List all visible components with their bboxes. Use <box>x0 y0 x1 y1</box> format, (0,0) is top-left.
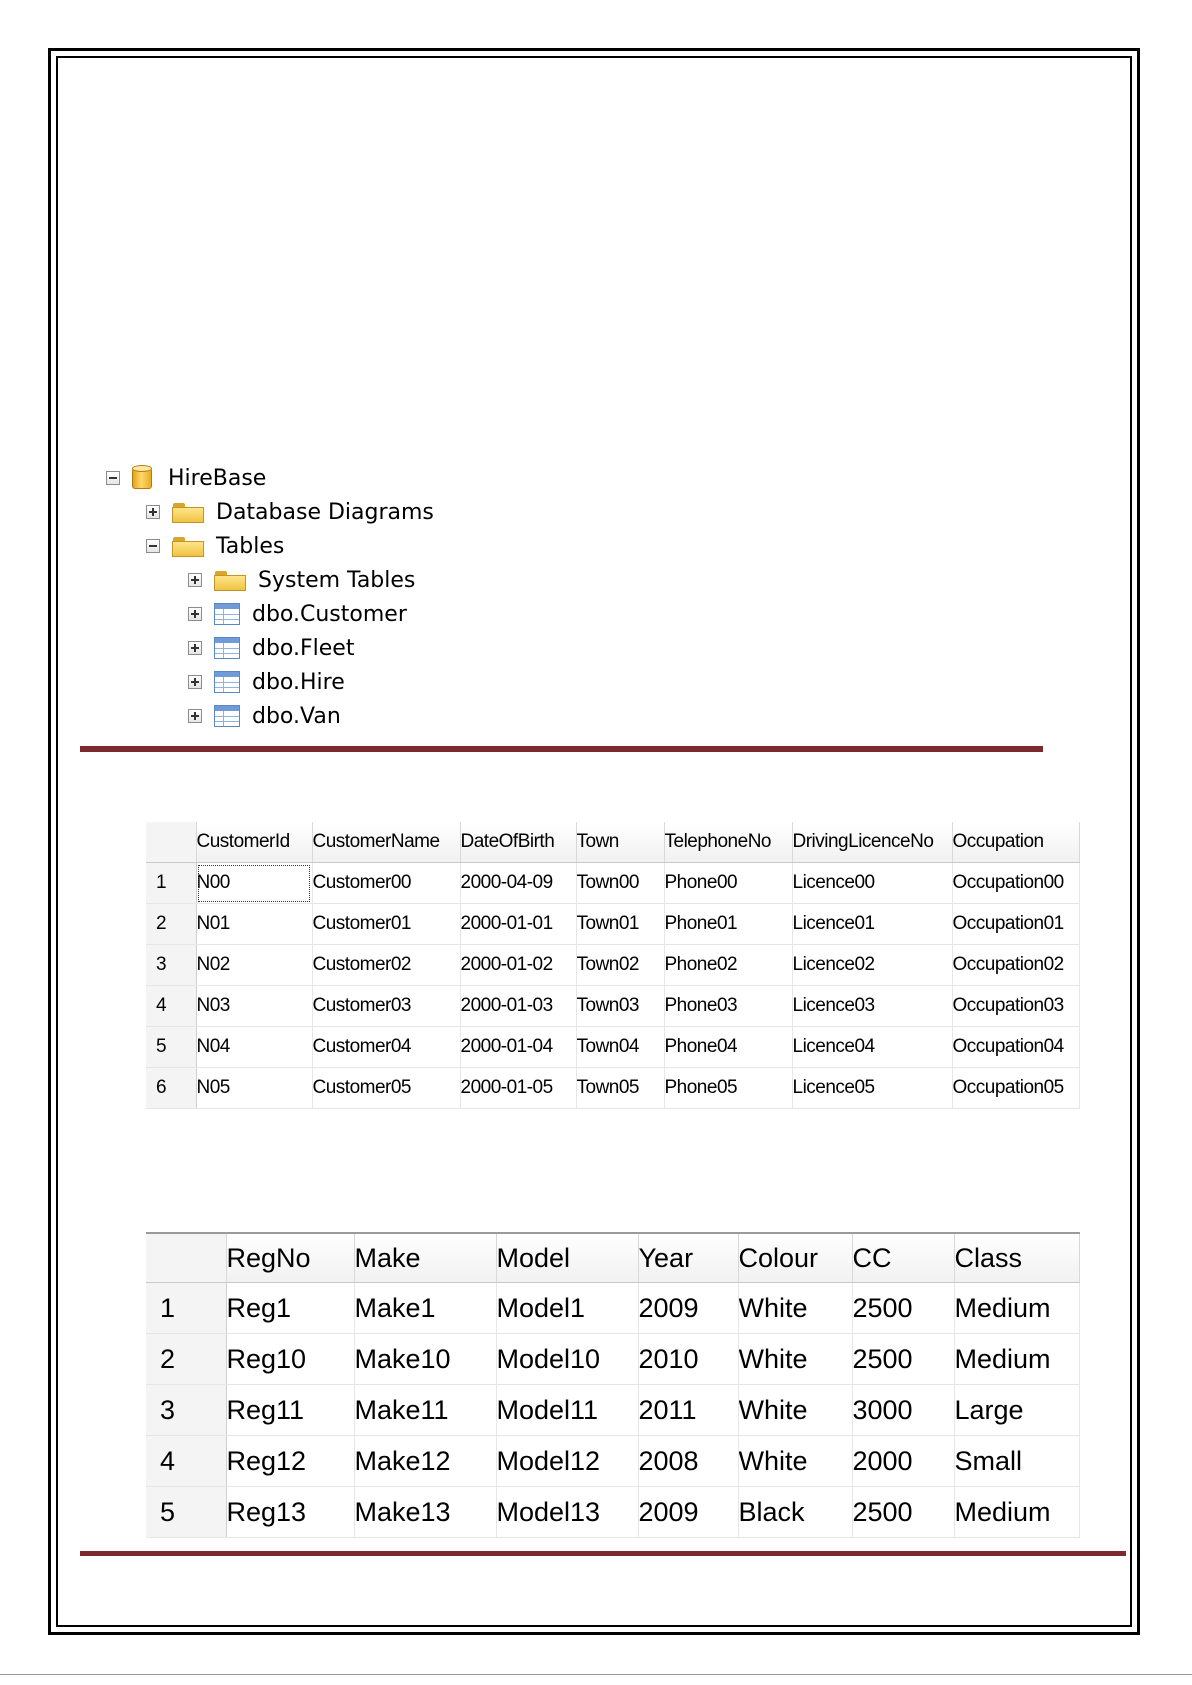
collapse-icon[interactable] <box>106 471 120 485</box>
grid-cell[interactable]: Licence00 <box>792 863 952 904</box>
grid-corner[interactable] <box>146 822 196 863</box>
grid-cell[interactable]: Occupation02 <box>952 945 1079 986</box>
row-number[interactable]: 3 <box>146 945 196 986</box>
column-header[interactable]: Colour <box>738 1233 852 1283</box>
row-number[interactable]: 5 <box>146 1027 196 1068</box>
grid-cell[interactable]: Customer04 <box>312 1027 460 1068</box>
grid-cell[interactable]: White <box>738 1385 852 1436</box>
folder-icon <box>214 569 246 591</box>
grid-cell[interactable]: Reg10 <box>226 1334 354 1385</box>
table-row[interactable] <box>146 1068 1079 1109</box>
grid-cell[interactable]: Town00 <box>576 863 664 904</box>
expand-icon[interactable] <box>188 709 202 723</box>
grid-cell[interactable]: Model1 <box>496 1283 638 1334</box>
row-number[interactable]: 5 <box>146 1487 226 1538</box>
grid-cell[interactable]: 2000-04-09 <box>460 863 576 904</box>
grid-cell[interactable]: Customer00 <box>312 863 460 904</box>
grid-cell[interactable]: Town05 <box>576 1068 664 1109</box>
row-number[interactable]: 2 <box>146 1334 226 1385</box>
row-number[interactable]: 6 <box>146 1068 196 1109</box>
grid-cell[interactable]: N03 <box>196 986 312 1027</box>
table-row[interactable] <box>146 863 1079 904</box>
table-icon <box>214 603 240 625</box>
grid-cell[interactable]: 2500 <box>852 1283 954 1334</box>
grid-cell[interactable]: Licence04 <box>792 1027 952 1068</box>
collapse-icon[interactable] <box>146 539 160 553</box>
grid-cell[interactable]: Make11 <box>354 1385 496 1436</box>
grid-cell[interactable]: Small <box>954 1436 1079 1487</box>
grid-cell[interactable]: 2009 <box>638 1487 738 1538</box>
column-header[interactable]: CC <box>852 1233 954 1283</box>
grid-cell[interactable]: 2000-01-05 <box>460 1068 576 1109</box>
customer-results-grid <box>146 822 1080 1109</box>
grid-cell[interactable]: Town04 <box>576 1027 664 1068</box>
grid-cell[interactable]: Reg11 <box>226 1385 354 1436</box>
tree-node-dbo-customer[interactable] <box>188 598 407 630</box>
column-header[interactable]: Class <box>954 1233 1079 1283</box>
tree-node-label: dbo.Van <box>252 703 341 729</box>
tree-node-label: dbo.Customer <box>252 601 407 627</box>
tree-node-database-diagrams[interactable] <box>146 496 434 528</box>
table-row[interactable] <box>146 1334 1079 1385</box>
column-header[interactable]: CustomerId <box>196 822 312 863</box>
grid-cell[interactable]: Large <box>954 1385 1079 1436</box>
grid-cell[interactable]: 2000-01-03 <box>460 986 576 1027</box>
grid-cell[interactable]: N02 <box>196 945 312 986</box>
row-number[interactable]: 1 <box>146 1283 226 1334</box>
divider-rule <box>80 1551 1126 1556</box>
tree-node-label: dbo.Fleet <box>252 635 355 661</box>
grid-cell[interactable]: 2000-01-01 <box>460 904 576 945</box>
column-header[interactable]: Town <box>576 822 664 863</box>
grid-cell[interactable]: Medium <box>954 1334 1079 1385</box>
row-number[interactable]: 1 <box>146 863 196 904</box>
column-header[interactable]: CustomerName <box>312 822 460 863</box>
grid-cell[interactable]: 2010 <box>638 1334 738 1385</box>
grid-header-row <box>146 822 1079 863</box>
grid-cell[interactable]: White <box>738 1283 852 1334</box>
tree-node-label: Database Diagrams <box>216 499 434 525</box>
grid-cell[interactable]: 2000-01-04 <box>460 1027 576 1068</box>
tree-node-dbo-fleet[interactable] <box>188 632 354 664</box>
grid-cell[interactable]: Licence02 <box>792 945 952 986</box>
grid-cell[interactable]: Phone02 <box>664 945 792 986</box>
row-number[interactable]: 4 <box>146 1436 226 1487</box>
grid-cell[interactable]: Occupation03 <box>952 986 1079 1027</box>
grid-cell[interactable]: Customer01 <box>312 904 460 945</box>
fleet-results-grid <box>146 1232 1080 1538</box>
grid-cell[interactable]: Occupation05 <box>952 1068 1079 1109</box>
tree-node-system-tables[interactable] <box>188 564 415 596</box>
column-header[interactable]: DateOfBirth <box>460 822 576 863</box>
grid-cell[interactable]: Reg13 <box>226 1487 354 1538</box>
grid-cell[interactable]: Phone04 <box>664 1027 792 1068</box>
grid-cell[interactable]: 3000 <box>852 1385 954 1436</box>
expand-icon[interactable] <box>188 641 202 655</box>
grid-cell[interactable]: Make10 <box>354 1334 496 1385</box>
grid-cell[interactable]: Licence05 <box>792 1068 952 1109</box>
grid-corner[interactable] <box>146 1233 226 1283</box>
folder-icon <box>172 535 204 557</box>
folder-icon <box>172 501 204 523</box>
expand-icon[interactable] <box>188 573 202 587</box>
grid-cell[interactable]: Make12 <box>354 1436 496 1487</box>
grid-cell[interactable]: Model12 <box>496 1436 638 1487</box>
tree-node-dbo-hire[interactable] <box>188 666 345 698</box>
database-icon <box>132 465 152 491</box>
grid-cell[interactable]: Town02 <box>576 945 664 986</box>
grid-cell[interactable]: White <box>738 1436 852 1487</box>
grid-cell[interactable]: Model11 <box>496 1385 638 1436</box>
table-icon <box>214 671 240 693</box>
grid-cell[interactable]: Occupation00 <box>952 863 1079 904</box>
grid-cell[interactable]: 2011 <box>638 1385 738 1436</box>
grid-cell[interactable]: N05 <box>196 1068 312 1109</box>
tree-node-label: HireBase <box>168 465 267 491</box>
table-icon <box>214 637 240 659</box>
table-row[interactable] <box>146 986 1079 1027</box>
grid-cell[interactable]: Customer03 <box>312 986 460 1027</box>
grid-cell[interactable]: 2000 <box>852 1436 954 1487</box>
grid-cell[interactable]: Medium <box>954 1283 1079 1334</box>
grid-cell[interactable]: Phone03 <box>664 986 792 1027</box>
column-header[interactable]: TelephoneNo <box>664 822 792 863</box>
grid-cell[interactable]: 2009 <box>638 1283 738 1334</box>
grid-cell[interactable]: Licence01 <box>792 904 952 945</box>
grid-cell[interactable]: Town01 <box>576 904 664 945</box>
page-bottom-edge <box>0 1674 1192 1675</box>
grid-cell[interactable]: Town03 <box>576 986 664 1027</box>
column-header[interactable]: Occupation <box>952 822 1079 863</box>
tree-node-dbo-van[interactable] <box>188 700 341 732</box>
expand-icon[interactable] <box>188 675 202 689</box>
grid-cell[interactable]: Phone01 <box>664 904 792 945</box>
table-icon <box>214 705 240 727</box>
row-number[interactable]: 3 <box>146 1385 226 1436</box>
row-number[interactable]: 2 <box>146 904 196 945</box>
grid-cell[interactable]: Phone00 <box>664 863 792 904</box>
grid-cell[interactable]: Black <box>738 1487 852 1538</box>
table-row[interactable] <box>146 1027 1079 1068</box>
grid-cell[interactable]: 2000-01-02 <box>460 945 576 986</box>
grid-cell[interactable]: Make1 <box>354 1283 496 1334</box>
grid-header-row <box>146 1233 1079 1283</box>
tree-node-label: System Tables <box>258 567 416 593</box>
grid-cell[interactable]: 2500 <box>852 1487 954 1538</box>
row-number[interactable]: 4 <box>146 986 196 1027</box>
grid-cell[interactable]: N01 <box>196 904 312 945</box>
grid-cell[interactable]: Occupation04 <box>952 1027 1079 1068</box>
grid-cell[interactable]: Customer02 <box>312 945 460 986</box>
grid-cell[interactable]: Reg12 <box>226 1436 354 1487</box>
column-header[interactable]: DrivingLicenceNo <box>792 822 952 863</box>
tree-node-hirebase[interactable] <box>106 462 266 494</box>
grid-cell[interactable]: 2500 <box>852 1334 954 1385</box>
grid-cell[interactable]: Model10 <box>496 1334 638 1385</box>
grid-cell[interactable]: Customer05 <box>312 1068 460 1109</box>
table-row[interactable] <box>146 945 1079 986</box>
table-row[interactable] <box>146 1487 1079 1538</box>
grid-cell[interactable]: Occupation01 <box>952 904 1079 945</box>
grid-cell[interactable]: Reg1 <box>226 1283 354 1334</box>
expand-icon[interactable] <box>188 607 202 621</box>
grid-cell[interactable]: Medium <box>954 1487 1079 1538</box>
tree-node-label: Tables <box>216 533 285 559</box>
grid-cell[interactable]: N00 <box>196 863 312 904</box>
column-header[interactable]: Year <box>638 1233 738 1283</box>
tree-node-label: dbo.Hire <box>252 669 345 695</box>
grid-cell[interactable]: 2008 <box>638 1436 738 1487</box>
grid-cell[interactable]: Licence03 <box>792 986 952 1027</box>
column-header[interactable]: Make <box>354 1233 496 1283</box>
table-row[interactable] <box>146 904 1079 945</box>
table-row[interactable] <box>146 1283 1079 1334</box>
grid-cell[interactable]: White <box>738 1334 852 1385</box>
column-header[interactable]: Model <box>496 1233 638 1283</box>
grid-cell[interactable]: Make13 <box>354 1487 496 1538</box>
table-row[interactable] <box>146 1436 1079 1487</box>
table-row[interactable] <box>146 1385 1079 1436</box>
grid-cell[interactable]: Phone05 <box>664 1068 792 1109</box>
divider-rule <box>80 746 1043 752</box>
column-header[interactable]: RegNo <box>226 1233 354 1283</box>
tree-node-tables[interactable] <box>146 530 284 562</box>
expand-icon[interactable] <box>146 505 160 519</box>
grid-cell[interactable]: N04 <box>196 1027 312 1068</box>
grid-cell[interactable]: Model13 <box>496 1487 638 1538</box>
